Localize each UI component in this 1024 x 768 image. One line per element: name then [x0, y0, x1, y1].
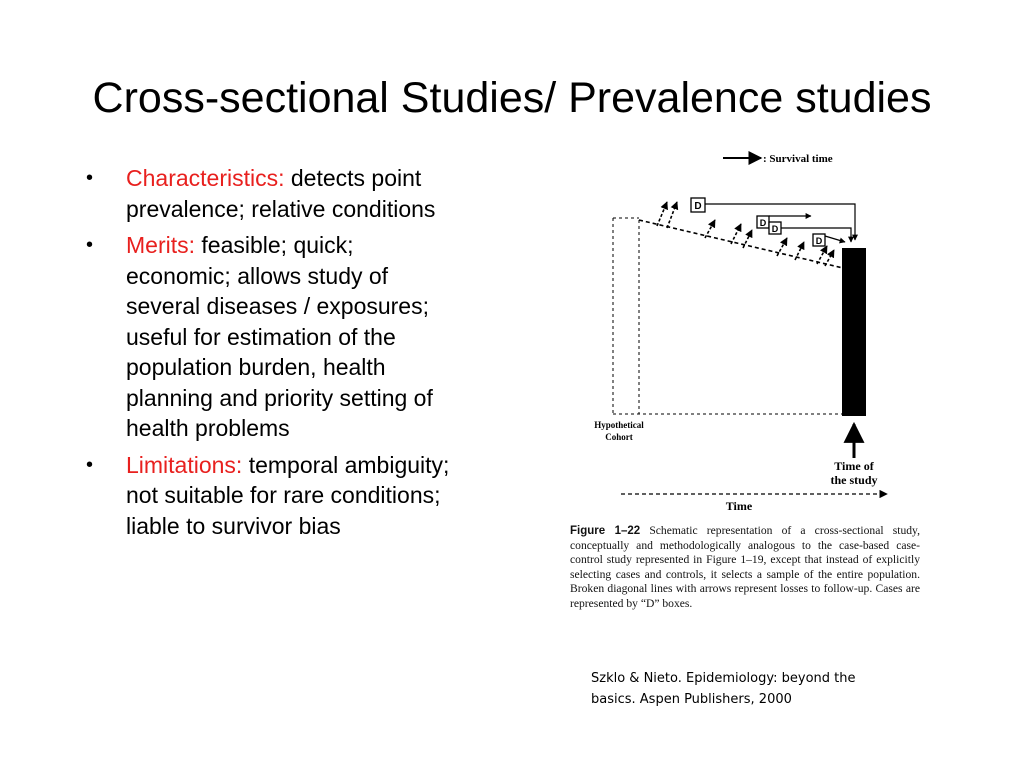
- loss-arrows: [657, 202, 834, 266]
- bullet-text: detects point prevalence; relative conditions: [126, 165, 436, 222]
- bullet-dot: •: [86, 167, 94, 189]
- time-axis-label: Time: [725, 499, 753, 513]
- case-box-label: D: [694, 201, 702, 212]
- bullet-limitations: [84, 450, 464, 542]
- diagram-svg: [555, 140, 935, 520]
- case-box-label: D: [771, 224, 779, 234]
- cohort-label-2: Cohort: [605, 432, 633, 442]
- bullet-characteristics: [84, 163, 464, 224]
- survival-time-legend: [723, 153, 833, 165]
- bullet-heading: Merits:: [126, 232, 195, 258]
- time-axis: [621, 494, 887, 513]
- figure-caption: [570, 524, 920, 612]
- slide-title: Cross-sectional Studies/ Prevalence studies: [92, 74, 932, 122]
- cohort-label-1: Hypothetical: [594, 420, 644, 430]
- bullet-text: feasible; quick; economic; allows study of several diseases / exposures; useful for estimation of the population burden, health planning and priority setting of health problems: [126, 232, 433, 441]
- case-box-label: D: [759, 218, 767, 228]
- time-of-study-marker: [830, 424, 877, 487]
- bullet-heading: Limitations:: [126, 451, 243, 478]
- figure-caption-text: Schematic representation of a cross-sectional study, conceptually and methodologically analogous to the case-based case-control study represented in Figure 1–19, except that instead of explicitly selecting cases and controls, it selects a sample of the entire population. Broken diagonal lines with arrows represent losses to follow-up. Cases are represented by “D” boxes.: [570, 524, 920, 610]
- bullet-merits: [84, 230, 464, 444]
- legend-label: : Survival time: [763, 153, 833, 165]
- figure-number: Figure 1–22: [570, 525, 641, 537]
- cohort-outline: [613, 218, 843, 414]
- bullet-dot: •: [86, 234, 94, 256]
- bullet-dot: •: [86, 453, 94, 476]
- bullet-heading: Characteristics:: [126, 165, 285, 191]
- study-time-label-1: Time of: [834, 459, 874, 473]
- study-time-bar: [842, 248, 866, 416]
- case-box-label: D: [815, 236, 823, 246]
- source-citation: Szklo & Nieto. Epidemiology: beyond the basics. Aspen Publishers, 2000: [591, 671, 856, 707]
- bullet-text: temporal ambiguity; not suitable for rare conditions; liable to survivor bias: [126, 451, 450, 539]
- bullet-list: [84, 163, 464, 547]
- study-time-label-2: the study: [830, 473, 878, 487]
